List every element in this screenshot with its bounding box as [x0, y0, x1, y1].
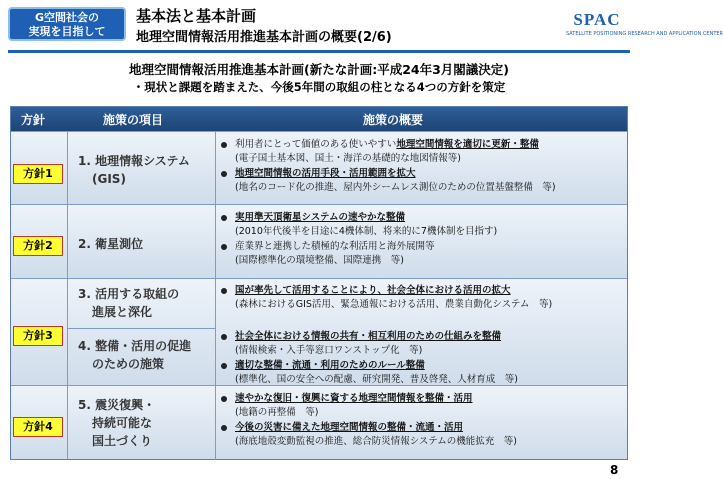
bullet-text: 産業界と連携した積極的な利活用と海外展開等: [235, 241, 435, 252]
page-number: 8: [610, 463, 619, 477]
bullet-highlight: 社会全体における情報の共有・相互利用のための仕組みを整備: [235, 331, 502, 342]
bullet-detail: (森林におけるGIS活用、緊急通報における活用、農業自動化システム 等): [235, 299, 553, 310]
item-label: 1. 地理情報システム: [78, 154, 190, 168]
bullet-icon: [221, 425, 227, 431]
page-title: 基本法と基本計画: [136, 7, 257, 25]
table-row: [11, 278, 627, 385]
item-label: 2. 衛星測位: [78, 237, 144, 251]
plan-subheading: ・現状と課題を踏まえた、今後5年間の取組の柱となる4つの方針を策定: [132, 80, 506, 94]
spac-logo: [566, 10, 723, 40]
bullet-icon: [221, 171, 227, 177]
bullet-highlight: 地理空間情報の活用手段・活用範囲を拡大: [235, 168, 416, 179]
bullet-detail: (2010年代後半を目途に4機体制、将来的に7機体制を目指す): [235, 226, 498, 237]
item-label: のための施策: [92, 357, 165, 371]
badge-line-2: 実現を目指して: [28, 25, 106, 38]
item-label: 3. 活用する取組の: [78, 287, 180, 301]
logo-subtext: SATELLITE POSITIONING RESEARCH AND APPLICATION CENTER: [566, 31, 723, 37]
bullet-detail: (電子国土基本図、国土・海洋の基礎的な地図情報等): [235, 153, 461, 164]
header-policy: 方針: [21, 113, 46, 127]
bullet-icon: [221, 142, 227, 148]
item-cell: [68, 279, 216, 386]
item-label: 進展と深化: [92, 305, 153, 319]
table-header: [11, 107, 627, 131]
bullet-icon: [221, 396, 227, 402]
bullet-line: [221, 211, 405, 224]
bullet-line: [221, 421, 463, 434]
bullet-detail: (情報検索・入手等窓口ワンストップ化 等): [235, 345, 423, 356]
bullet-highlight: 今後の災害に備えた地理空間情報の整備・流通・活用: [235, 422, 464, 433]
tag-cell: [11, 386, 68, 459]
header-item: 施策の項目: [103, 113, 164, 127]
bullet-detail: (地籍の再整備 等): [235, 407, 319, 418]
bullet-highlight: 速やかな復旧・復興に資する地理空間情報を整備・活用: [235, 393, 473, 404]
bullet-line: [221, 240, 435, 253]
policy-table: [10, 106, 628, 460]
item-cell: [68, 386, 216, 460]
item-cell: [68, 205, 216, 279]
sub-row-divider: [68, 328, 216, 329]
page-subtitle: 地理空間情報活用推進基本計画の概要(2/6): [136, 30, 392, 45]
bullet-line: [221, 284, 511, 297]
policy-tag: 方針3: [13, 326, 63, 346]
bullet-icon: [221, 288, 227, 294]
table-row: [11, 385, 627, 459]
bullet-icon: [221, 215, 227, 221]
bullet-highlight: 国が率先して活用することにより、社会全体における活用の拡大: [235, 285, 511, 296]
header-divider: [8, 50, 630, 53]
bullet-icon: [221, 363, 227, 369]
policy-tag: 方針4: [13, 417, 63, 437]
tag-cell: [11, 205, 68, 278]
policy-tag: 方針1: [13, 164, 63, 184]
bullet-line: [221, 359, 425, 372]
logo-text: SPAC: [573, 10, 621, 29]
item-cell: [68, 132, 216, 205]
section-badge: [8, 7, 126, 41]
bullet-icon: [221, 334, 227, 340]
bullet-line: [221, 330, 501, 343]
bullet-highlight: 地理空間情報を適切に更新・整備: [396, 139, 539, 150]
policy-tag: 方針2: [13, 236, 63, 256]
bullet-detail: (標準化、国の安全への配慮、研究開発、普及啓発、人材育成 等): [235, 374, 518, 385]
item-label: 国土づくり: [92, 434, 153, 448]
bullet-icon: [221, 244, 227, 250]
badge-line-1: G空間社会の: [34, 11, 100, 24]
bullet-highlight: 実用準天頂衛星システムの速やかな整備: [235, 212, 406, 223]
item-label: 5. 震災復興・: [78, 398, 156, 412]
bullet-highlight: 適切な整備・流通・利用のためのルール整備: [235, 360, 425, 371]
table-row: [11, 131, 627, 204]
item-label: (GIS): [92, 172, 126, 186]
header-overview: 施策の概要: [363, 113, 424, 127]
bullet-text: 利用者にとって価値のある使いやすい: [235, 139, 397, 150]
bullet-detail: (地名のコード化の推進、屋内外シームレス測位のための位置基盤整備 等): [235, 182, 556, 193]
bullet-detail: (国際標準化の環境整備、国際連携 等): [235, 255, 404, 266]
tag-cell: [11, 279, 68, 385]
plan-heading: 地理空間情報活用推進基本計画(新たな計画:平成24年3月閣議決定): [128, 62, 510, 77]
item-label: 4. 整備・活用の促進: [78, 339, 192, 353]
item-label: 持続可能な: [92, 416, 153, 430]
bullet-line: [221, 138, 539, 151]
tag-cell: [11, 132, 68, 204]
bullet-line: [221, 392, 473, 405]
bullet-line: [221, 167, 416, 180]
bullet-detail: (海底地殻変動監視の推進、総合防災情報システムの機能拡充 等): [235, 436, 517, 447]
table-row: [11, 204, 627, 278]
